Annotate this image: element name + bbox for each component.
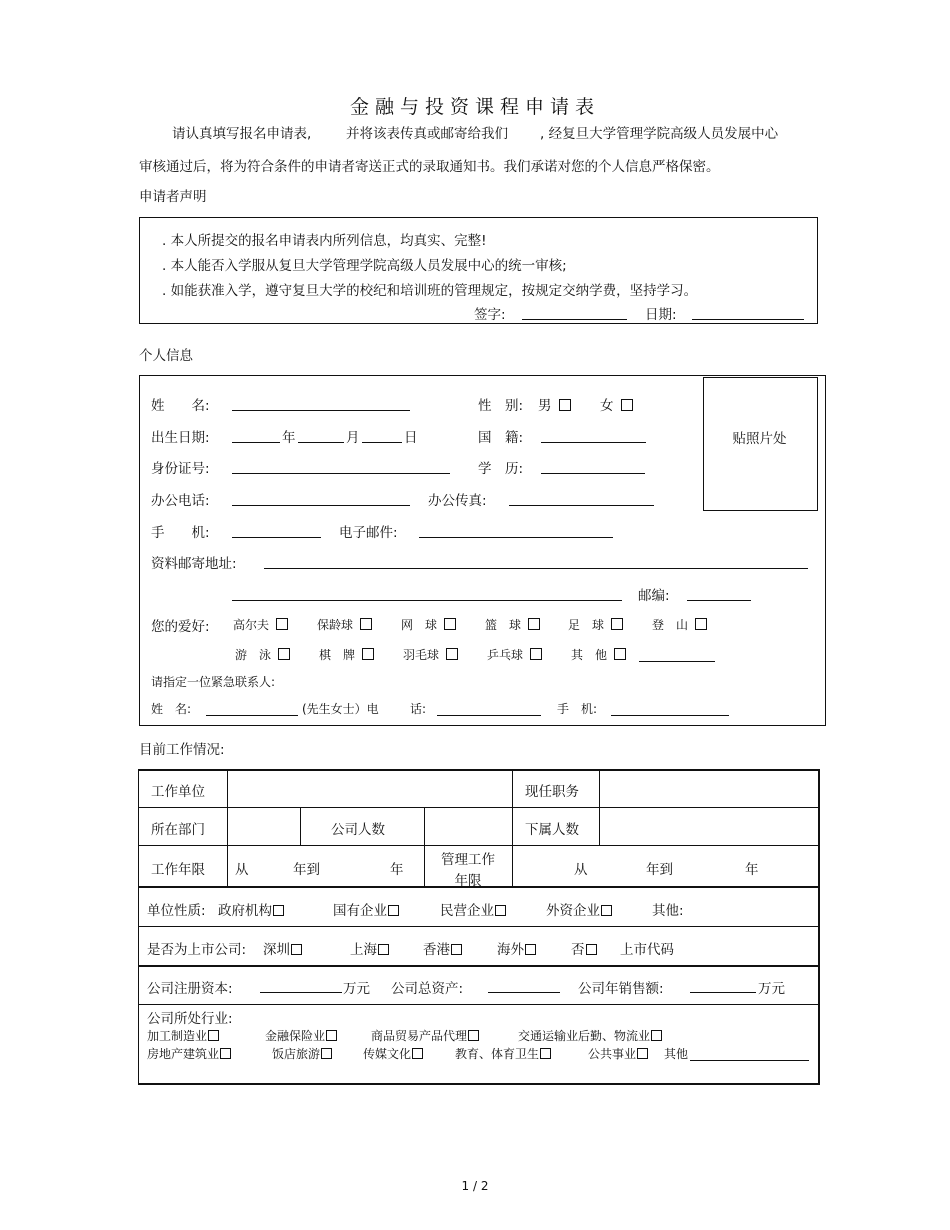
industry-logistics[interactable]: 交通运输业后勤、物流业: [518, 1027, 662, 1044]
company-size-field[interactable]: [426, 809, 510, 843]
hobby-basketball[interactable]: 篮 球: [485, 616, 540, 633]
year-label: 年: [282, 430, 296, 446]
sign-field[interactable]: [522, 319, 627, 320]
industry-trade[interactable]: 商品贸易产品代理: [371, 1027, 479, 1044]
date-field[interactable]: [692, 319, 804, 320]
industry-manufacturing[interactable]: 加工制造业: [147, 1027, 219, 1044]
birth-month-field[interactable]: [298, 442, 344, 443]
work-years-year-to: 年到: [293, 862, 320, 878]
checkbox-icon[interactable]: [559, 399, 571, 411]
page-number: 1 / 2: [461, 1179, 489, 1193]
checkbox-icon[interactable]: [278, 648, 290, 660]
mgmt-years-label-2: 年限: [454, 873, 482, 889]
annual-sales-unit: 万元: [758, 981, 785, 997]
education-label: 学 历:: [478, 461, 524, 477]
name-label: 姓 名:: [151, 398, 210, 414]
checkbox-icon[interactable]: [525, 944, 536, 955]
declaration-item-3: . 如能获准入学，遵守复旦大学的校纪和培训班的管理规定，按规定交纳学费，坚持学习。: [162, 283, 698, 299]
checkbox-icon[interactable]: [586, 944, 597, 955]
checkbox-icon[interactable]: [621, 399, 633, 411]
checkbox-icon[interactable]: [528, 618, 540, 630]
intro-text-1c: , 经复旦大学管理学院高级人员发展中心: [540, 126, 779, 142]
checkbox-icon[interactable]: [220, 1048, 231, 1059]
hobby-swimming[interactable]: 游 泳: [235, 646, 290, 663]
company-size-label: 公司人数: [331, 822, 385, 838]
mgmt-years-year-to: 年到: [646, 862, 673, 878]
listed-shanghai[interactable]: 上海: [350, 938, 389, 958]
industry-label: 公司所处行业:: [147, 1011, 233, 1027]
email-label: 电子邮件:: [339, 525, 398, 541]
date-label: 日期:: [645, 307, 677, 323]
office-phone-label: 办公电话:: [151, 493, 210, 509]
intro-text-2: 审核通过后，将为符合条件的申请者寄送正式的录取通知书。我们承诺对您的个人信息严格保密。: [139, 159, 720, 175]
checkbox-icon[interactable]: [360, 618, 372, 630]
birth-year-field[interactable]: [232, 442, 280, 443]
checkbox-icon[interactable]: [362, 648, 374, 660]
industry-hotel[interactable]: 饭店旅游: [272, 1045, 332, 1062]
email-field[interactable]: [419, 537, 613, 538]
hobby-tennis[interactable]: 网 球: [401, 616, 456, 633]
hobby-pingpong[interactable]: 乒乓球: [487, 646, 542, 663]
hobby-label: 您的爱好:: [151, 619, 210, 635]
annual-sales-field[interactable]: [690, 992, 756, 993]
nationality-field[interactable]: [541, 442, 646, 443]
checkbox-icon[interactable]: [530, 648, 542, 660]
checkbox-icon[interactable]: [326, 1030, 337, 1041]
hobby-badminton[interactable]: 羽毛球: [403, 646, 458, 663]
gender-female[interactable]: 女: [600, 394, 633, 414]
checkbox-icon[interactable]: [614, 648, 626, 660]
industry-education[interactable]: 教育、体育卫生: [455, 1045, 551, 1062]
checkbox-icon[interactable]: [208, 1030, 219, 1041]
checkbox-icon[interactable]: [637, 1048, 648, 1059]
industry-realestate[interactable]: 房地产建筑业: [147, 1045, 231, 1062]
emergency-name-field[interactable]: [206, 715, 298, 716]
nature-other-label: 其他:: [652, 903, 684, 919]
emergency-name-label: 姓 名:: [151, 702, 192, 716]
personal-heading: 个人信息: [139, 348, 193, 364]
hobby-football[interactable]: 足 球: [568, 616, 623, 633]
address-label: 资料邮寄地址:: [151, 556, 237, 572]
industry-public[interactable]: 公共事业: [588, 1045, 648, 1062]
department-label: 所在部门: [151, 822, 205, 838]
emergency-title-label: (先生女士）电: [302, 702, 379, 716]
checkbox-icon[interactable]: [378, 944, 389, 955]
checkbox-icon[interactable]: [291, 944, 302, 955]
hobby-chess[interactable]: 棋 牌: [319, 646, 374, 663]
emergency-label: 请指定一位紧急联系人:: [151, 675, 276, 689]
industry-other-label: 其他: [664, 1047, 689, 1061]
listed-hongkong[interactable]: 香港: [423, 938, 462, 958]
declaration-item-2: . 本人能否入学服从复旦大学管理学院高级人员发展中心的统一审核;: [162, 258, 567, 274]
work-years-from: 从: [235, 862, 249, 878]
annual-sales-label: 公司年销售额:: [578, 981, 664, 997]
office-fax-field[interactable]: [509, 505, 654, 506]
checkbox-icon[interactable]: [388, 905, 399, 916]
mgmt-years-from: 从: [574, 862, 588, 878]
nature-state-owned[interactable]: 国有企业: [333, 899, 399, 919]
reg-capital-label: 公司注册资本:: [147, 981, 233, 997]
checkbox-icon[interactable]: [601, 905, 612, 916]
nature-label: 单位性质:: [147, 903, 206, 919]
reg-capital-unit: 万元: [343, 981, 370, 997]
day-label: 日: [404, 430, 418, 446]
industry-media[interactable]: 传媒文化: [363, 1045, 423, 1062]
checkbox-icon[interactable]: [468, 1030, 479, 1041]
birth-day-field[interactable]: [362, 442, 402, 443]
listed-overseas[interactable]: 海外: [497, 938, 536, 958]
listed-no[interactable]: 否: [571, 938, 597, 958]
hobby-bowling[interactable]: 保龄球: [317, 616, 372, 633]
subordinates-field[interactable]: [601, 809, 816, 843]
hobby-golf[interactable]: 高尔夫: [233, 616, 288, 633]
id-label: 身份证号:: [151, 461, 210, 477]
intro-text-1a: 请认真填写报名申请表,: [172, 126, 312, 142]
employer-field[interactable]: [229, 771, 510, 805]
checkbox-icon[interactable]: [321, 1048, 332, 1059]
work-years-label: 工作年限: [151, 862, 205, 878]
checkbox-icon[interactable]: [495, 905, 506, 916]
id-field[interactable]: [232, 473, 450, 474]
listed-label: 是否为上市公司:: [147, 942, 247, 958]
checkbox-icon[interactable]: [695, 618, 707, 630]
page-title: 金融与投资课程申请表: [349, 96, 600, 118]
sign-label: 签字:: [474, 307, 506, 323]
reg-capital-field[interactable]: [260, 992, 342, 993]
hobby-other-field[interactable]: [639, 661, 715, 662]
postcode-label: 邮编:: [638, 588, 670, 604]
subordinates-label: 下属人数: [525, 822, 579, 838]
listed-shenzhen[interactable]: 深圳: [263, 938, 302, 958]
nature-government[interactable]: 政府机构: [218, 899, 284, 919]
work-heading: 目前工作情况:: [139, 742, 225, 758]
emergency-mobile-field[interactable]: [611, 715, 729, 716]
intro-text-1b: 并将该表传真或邮寄给我们: [346, 126, 508, 142]
mobile-field[interactable]: [232, 537, 321, 538]
position-label: 现任职务: [525, 784, 579, 800]
position-field[interactable]: [601, 771, 816, 805]
office-phone-field[interactable]: [232, 505, 410, 506]
department-field[interactable]: [229, 809, 298, 843]
checkbox-icon[interactable]: [451, 944, 462, 955]
declaration-item-1: . 本人所提交的报名申请表内所列信息，均真实、完整!: [162, 233, 487, 249]
nationality-label: 国 籍:: [478, 430, 524, 446]
industry-finance[interactable]: 金融保险业: [265, 1027, 337, 1044]
declaration-heading: 申请者声明: [139, 189, 207, 205]
checkbox-icon[interactable]: [444, 618, 456, 630]
emergency-phone-label: 话:: [410, 702, 427, 716]
gender-label: 性 别:: [478, 398, 524, 414]
industry-other-field[interactable]: [690, 1060, 809, 1061]
checkbox-icon[interactable]: [273, 905, 284, 916]
mobile-label: 手 机:: [151, 525, 210, 541]
photo-label: 贴照片处: [732, 431, 787, 447]
work-years-year: 年: [390, 862, 404, 878]
total-assets-label: 公司总资产:: [391, 981, 464, 997]
education-field[interactable]: [541, 473, 645, 474]
month-label: 月: [346, 430, 360, 446]
mgmt-years-label-1: 管理工作: [441, 852, 495, 868]
stock-code-label: 上市代码: [620, 942, 674, 958]
nature-private[interactable]: 民营企业: [440, 899, 506, 919]
birth-label: 出生日期:: [151, 430, 210, 446]
checkbox-icon[interactable]: [540, 1048, 551, 1059]
postcode-field[interactable]: [687, 600, 751, 601]
address-field-2[interactable]: [232, 600, 622, 601]
total-assets-field[interactable]: [488, 992, 560, 993]
gender-male[interactable]: 男: [538, 394, 571, 414]
hobby-other[interactable]: 其 他: [571, 646, 626, 663]
checkbox-icon[interactable]: [651, 1030, 662, 1041]
emergency-phone-field[interactable]: [437, 715, 541, 716]
nature-foreign[interactable]: 外资企业: [546, 899, 612, 919]
office-fax-label: 办公传真:: [428, 493, 487, 509]
emergency-mobile-label: 手 机:: [557, 702, 598, 716]
checkbox-icon[interactable]: [276, 618, 288, 630]
address-field-1[interactable]: [264, 568, 808, 569]
name-field[interactable]: [232, 410, 410, 411]
checkbox-icon[interactable]: [412, 1048, 423, 1059]
checkbox-icon[interactable]: [611, 618, 623, 630]
hobby-climbing[interactable]: 登 山: [652, 616, 707, 633]
mgmt-years-year: 年: [745, 862, 759, 878]
employer-label: 工作单位: [151, 784, 205, 800]
checkbox-icon[interactable]: [446, 648, 458, 660]
